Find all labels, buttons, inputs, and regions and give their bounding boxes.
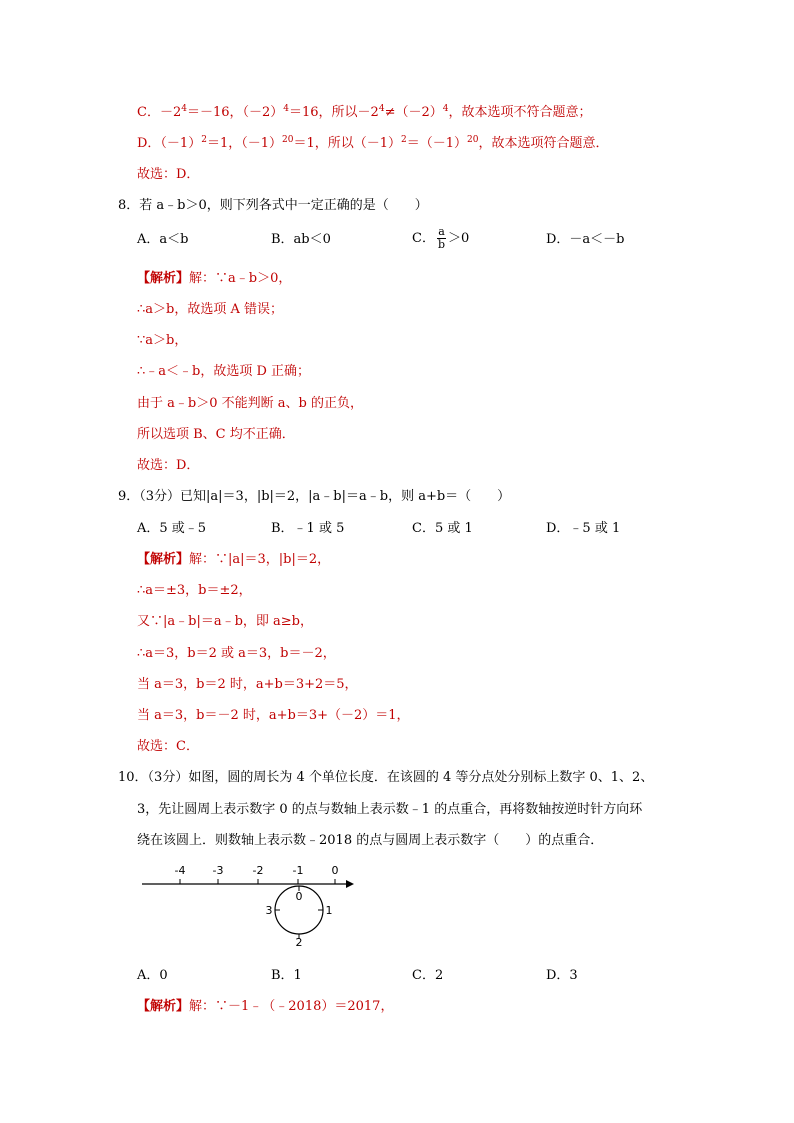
circle-label: 0 — [295, 890, 303, 903]
q8-solution-line-2: ∴a＞b，故选项 A 错误； — [137, 302, 283, 317]
q10-option-d: D．3 — [546, 968, 578, 983]
q10-stem-line-1: 10．（3分）如图，圆的周长为 4 个单位长度．在该圆的 4 等分点处分别标上数字 0、1、2、 — [118, 770, 654, 785]
q9-solution-line-3: 又∵|a﹣b|＝a﹣b，即 a≥b， — [137, 614, 314, 629]
q9-solution-line-2: ∴a＝±3，b＝±2， — [137, 583, 252, 598]
circle-label: 3 — [265, 904, 273, 917]
q7-answer: 故选：D． — [137, 167, 200, 182]
q9-option-d: D．﹣5 或 1 — [546, 521, 621, 536]
q8-solution-line-1: 【解析】解：∵a﹣b＞0， — [137, 271, 292, 286]
q8-option-d: D．－a＜－b — [546, 232, 625, 247]
q8-solution-line-5: 由于 a﹣b＞0 不能判断 a、b 的正负， — [137, 396, 363, 411]
q9-solution-line-5: 当 a＝3，b＝2 时，a+b＝3+2＝5， — [137, 677, 358, 692]
tick-label: -1 — [292, 864, 304, 877]
q10-figure — [138, 858, 378, 948]
fraction: $\frac{a}{b}$ — [437, 225, 445, 251]
q8-answer: 故选：D． — [137, 458, 200, 473]
q8-option-c: C． $\frac{a}{b}$ ＞0 — [412, 225, 470, 251]
q9-solution-line-1: 【解析】解：∵|a|＝3，|b|＝2， — [137, 552, 331, 567]
q9-option-b: B．﹣1 或 5 — [271, 521, 345, 536]
tick-label: -2 — [252, 864, 264, 877]
q10-stem-line-2: 3，先让圆周上表示数字 0 的点与数轴上表示数﹣1 的点重合，再将数轴按逆时针方向环 — [137, 802, 643, 817]
q9-stem: 9．（3分）已知|a|＝3，|b|＝2，|a﹣b|＝a﹣b，则 a+b＝（ ） — [118, 489, 511, 504]
q8-stem: 8．若 a﹣b＞0，则下列各式中一定正确的是（ ） — [118, 198, 428, 213]
q7-option-c-analysis: C．$-2^4=-16$，$(-2)^4=16$，所以$-2^4\ne(-2)^4$，故本选项不符合题意； — [137, 104, 592, 120]
q8-option-a: A．a＜b — [137, 232, 189, 247]
q10-option-c: C．2 — [412, 968, 444, 983]
q9-option-a: A．5 或﹣5 — [137, 521, 207, 536]
q8-option-b: B．ab＜0 — [271, 232, 331, 247]
q10-option-b: B．1 — [271, 968, 302, 983]
axis-ticks — [180, 879, 335, 884]
number-line-arrow — [346, 880, 354, 888]
q8-solution-line-6: 所以选项 B、C 均不正确． — [137, 427, 295, 442]
circle-label: 2 — [295, 936, 303, 948]
circle-label: 1 — [325, 904, 333, 917]
q7-option-d-analysis: D．$(-1)^2=1$，$(-1)^{20}=1$，所以$(-1)^2=(-1)^{20}$，故本选项符合题意． — [137, 135, 609, 151]
q10-solution-line-1: 【解析】解：∵－1﹣（﹣2018）＝2017， — [137, 999, 394, 1014]
q10-stem-line-3: 绕在该圆上．则数轴上表示数﹣2018 的点与圆周上表示数字（ ）的点重合． — [137, 833, 604, 848]
tick-label: -4 — [174, 864, 186, 877]
q8-solution-line-3: ∵a＞b， — [137, 333, 188, 348]
q9-answer: 故选：C． — [137, 739, 199, 754]
q9-solution-line-6: 当 a＝3，b＝－2 时，a+b＝3+（－2）＝1， — [137, 708, 410, 723]
q8-solution-line-4: ∴﹣a＜﹣b，故选项 D 正确； — [137, 364, 311, 379]
tick-label: -3 — [212, 864, 224, 877]
tick-label: 0 — [331, 864, 339, 877]
q10-option-a: A．0 — [137, 968, 168, 983]
q9-solution-line-4: ∴a＝3，b＝2 或 a＝3，b＝－2， — [137, 646, 336, 661]
q9-option-c: C．5 或 1 — [412, 521, 473, 536]
